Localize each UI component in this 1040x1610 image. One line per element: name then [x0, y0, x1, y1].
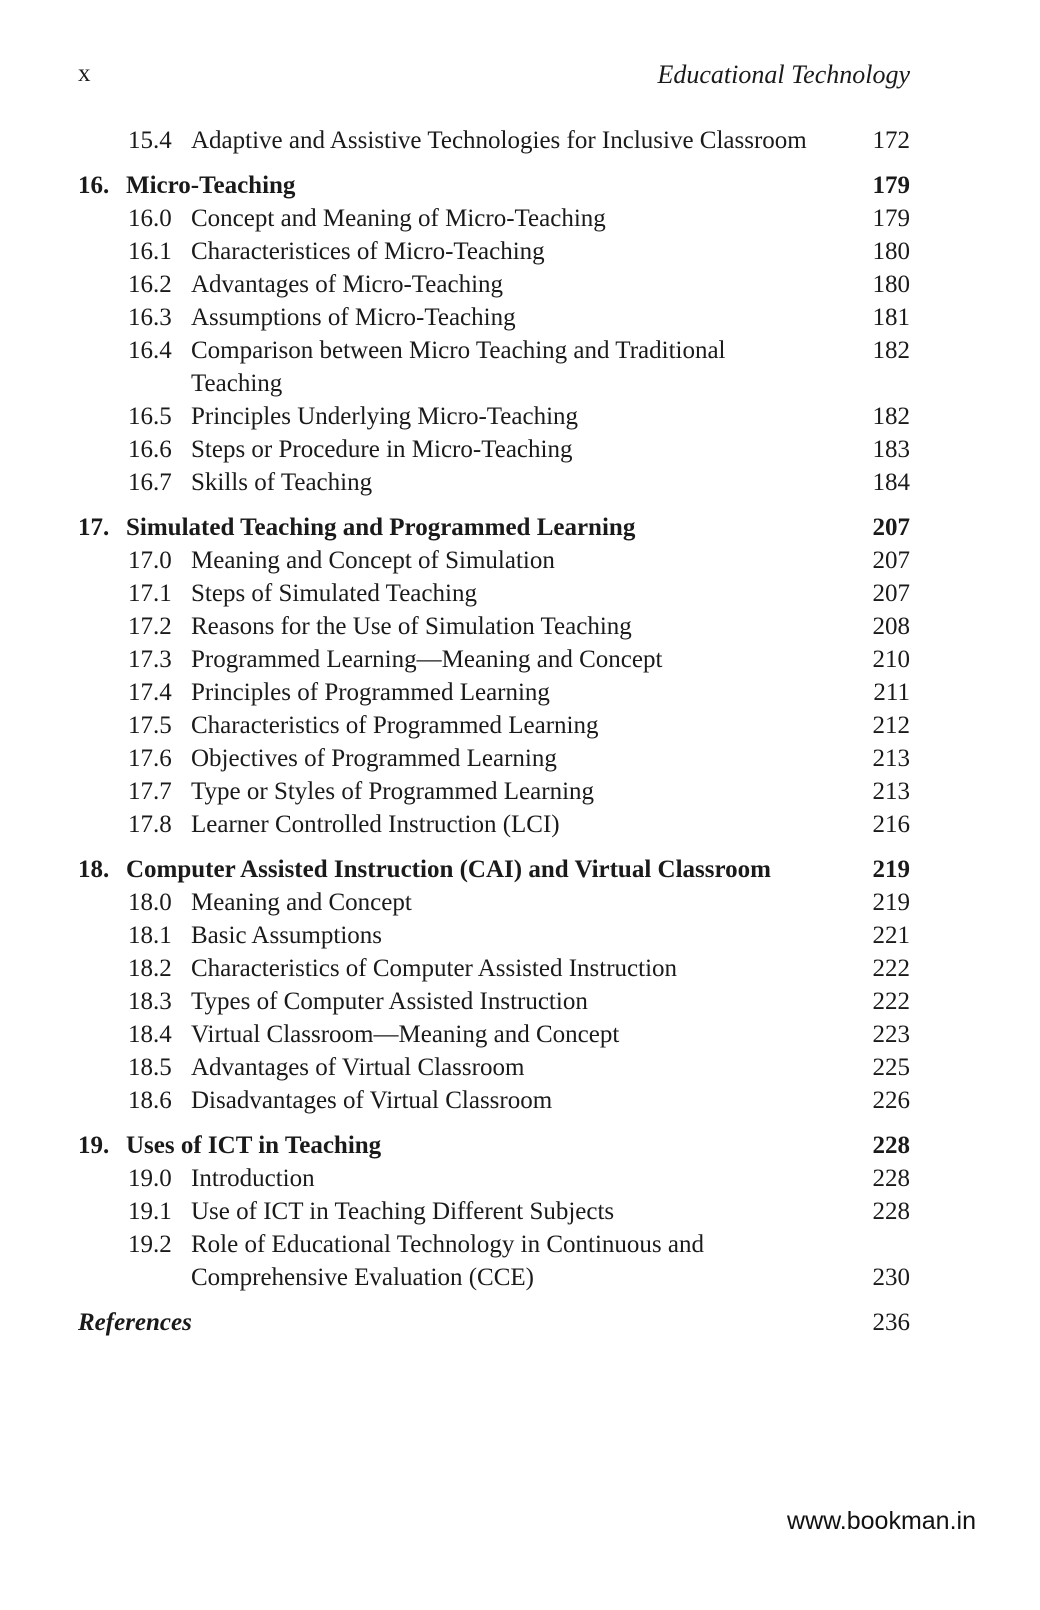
section-page-number: 226: [872, 1087, 910, 1114]
section-page-number: 182: [872, 337, 910, 364]
section-number: 16.0: [128, 205, 172, 232]
section-page-number: 181: [872, 304, 910, 331]
section-number: 16.3: [128, 304, 172, 331]
section-number: 17.3: [128, 646, 172, 673]
chapter-number: 17.: [78, 514, 110, 541]
section-number: 17.2: [128, 613, 172, 640]
section-page-number: 228: [872, 1165, 910, 1192]
section-number: 19.0: [128, 1165, 172, 1192]
section-page-number: 182: [872, 403, 910, 430]
chapter-page-number: 207: [872, 514, 910, 541]
section-title: Meaning and Concept of Simulation: [191, 547, 555, 574]
chapter-page-number: 228: [872, 1132, 910, 1159]
section-page-number: 207: [872, 580, 910, 607]
section-number: 17.4: [128, 679, 172, 706]
section-title: Role of Educational Technology in Continuous and Comprehensive Evaluation (CCE): [191, 1231, 704, 1291]
chapter-number: 16.: [78, 172, 110, 199]
references-title: References: [78, 1309, 192, 1336]
section-title: Use of ICT in Teaching Different Subjects: [191, 1198, 615, 1225]
section-title: Type or Styles of Programmed Learning: [191, 778, 595, 805]
page-folio: x: [78, 60, 91, 87]
section-number: 16.5: [128, 403, 172, 430]
section-title: Assumptions of Micro-Teaching: [191, 304, 516, 331]
section-number: 18.4: [128, 1021, 172, 1048]
chapter-number: 18.: [78, 856, 110, 883]
section-number: 16.7: [128, 469, 172, 496]
section-page-number: 222: [872, 988, 910, 1015]
toc-references: [78, 1306, 914, 1339]
section-title: Disadvantages of Virtual Classroom: [191, 1087, 553, 1114]
section-title: Meaning and Concept: [191, 889, 412, 916]
toc-chapter: [78, 853, 914, 886]
toc-section: [78, 124, 914, 157]
section-page-number: 230: [872, 1264, 910, 1291]
chapter-title: Computer Assisted Instruction (CAI) and Virtual Classroom: [126, 856, 771, 883]
publisher-url[interactable]: www.bookman.in: [787, 1507, 976, 1535]
section-number: 18.6: [128, 1087, 172, 1114]
section-page-number: 223: [872, 1021, 910, 1048]
toc-section: [78, 235, 914, 268]
toc-section: [78, 400, 914, 433]
section-page-number: 222: [872, 955, 910, 982]
section-number: 19.1: [128, 1198, 172, 1225]
references-page-number: 236: [872, 1309, 910, 1336]
toc-chapter: [78, 169, 914, 202]
chapter-page-number: 179: [872, 172, 910, 199]
section-number: 17.7: [128, 778, 172, 805]
section-page-number: 225: [872, 1054, 910, 1081]
section-number: 16.2: [128, 271, 172, 298]
chapter-number: 19.: [78, 1132, 110, 1159]
section-number: 16.4: [128, 337, 172, 364]
toc-section: [78, 610, 914, 643]
section-number: 17.6: [128, 745, 172, 772]
toc-chapter: [78, 1129, 914, 1162]
section-page-number: 180: [872, 238, 910, 265]
chapter-page-number: 219: [872, 856, 910, 883]
section-number: 19.2: [128, 1231, 172, 1258]
section-page-number: 212: [872, 712, 910, 739]
section-page-number: 213: [872, 745, 910, 772]
section-number: 16.1: [128, 238, 172, 265]
section-title: Characteristics of Programmed Learning: [191, 712, 599, 739]
section-page-number: 179: [872, 205, 910, 232]
section-title: Programmed Learning—Meaning and Concept: [191, 646, 663, 673]
toc-section: [78, 985, 914, 1018]
section-number: 17.1: [128, 580, 172, 607]
toc-chapter: [78, 511, 914, 544]
toc-section: [78, 919, 914, 952]
section-number: 17.5: [128, 712, 172, 739]
toc-section: [78, 1084, 914, 1117]
table-of-contents: [78, 124, 914, 1339]
toc-section: [78, 742, 914, 775]
toc-section: [78, 1195, 914, 1228]
section-page-number: 219: [872, 889, 910, 916]
chapter-title: Simulated Teaching and Programmed Learning: [126, 514, 636, 541]
section-page-number: 213: [872, 778, 910, 805]
toc-section: [78, 808, 914, 841]
section-page-number: 180: [872, 271, 910, 298]
section-number: 17.8: [128, 811, 172, 838]
section-title: Advantages of Virtual Classroom: [191, 1054, 525, 1081]
toc-section: [78, 1018, 914, 1051]
toc-section: [78, 301, 914, 334]
toc-section: [78, 1228, 914, 1294]
section-title: Advantages of Micro-Teaching: [191, 271, 504, 298]
toc-section: [78, 544, 914, 577]
section-number: 18.0: [128, 889, 172, 916]
section-page-number: 208: [872, 613, 910, 640]
section-page-number: 216: [872, 811, 910, 838]
section-title: Types of Computer Assisted Instruction: [191, 988, 588, 1015]
page-header: [78, 60, 910, 96]
section-title: Steps of Simulated Teaching: [191, 580, 477, 607]
toc-section: [78, 202, 914, 235]
section-title: Skills of Teaching: [191, 469, 373, 496]
section-title: Principles Underlying Micro-Teaching: [191, 403, 579, 430]
section-title: Adaptive and Assistive Technologies for Inclusive Classroom: [191, 127, 807, 154]
running-title: Educational Technology: [657, 60, 910, 89]
section-page-number: 183: [872, 436, 910, 463]
section-page-number: 184: [872, 469, 910, 496]
section-title: Steps or Procedure in Micro-Teaching: [191, 436, 573, 463]
section-title: Concept and Meaning of Micro-Teaching: [191, 205, 606, 232]
section-page-number: 210: [872, 646, 910, 673]
section-page-number: 228: [872, 1198, 910, 1225]
section-title: Principles of Programmed Learning: [191, 679, 550, 706]
toc-section: [78, 952, 914, 985]
section-number: 15.4: [128, 127, 172, 154]
toc-section: [78, 433, 914, 466]
toc-section: [78, 577, 914, 610]
section-page-number: 221: [872, 922, 910, 949]
section-number: 16.6: [128, 436, 172, 463]
toc-section: [78, 268, 914, 301]
toc-section: [78, 334, 914, 400]
toc-section: [78, 709, 914, 742]
toc-section: [78, 643, 914, 676]
section-title: Introduction: [191, 1165, 315, 1192]
toc-section: [78, 1051, 914, 1084]
section-number: 18.2: [128, 955, 172, 982]
section-title: Comparison between Micro Teaching and Traditional Teaching: [191, 337, 726, 397]
section-title: Reasons for the Use of Simulation Teaching: [191, 613, 632, 640]
toc-section: [78, 775, 914, 808]
chapter-title: Uses of ICT in Teaching: [126, 1132, 382, 1159]
section-page-number: 211: [873, 679, 910, 706]
toc-section: [78, 886, 914, 919]
section-number: 18.1: [128, 922, 172, 949]
section-title: Basic Assumptions: [191, 922, 382, 949]
section-number: 18.5: [128, 1054, 172, 1081]
section-title: Characteristics of Computer Assisted Instruction: [191, 955, 678, 982]
section-number: 18.3: [128, 988, 172, 1015]
section-title: Characteristices of Micro-Teaching: [191, 238, 545, 265]
toc-section: [78, 466, 914, 499]
section-title: Virtual Classroom—Meaning and Concept: [191, 1021, 620, 1048]
section-page-number: 172: [872, 127, 910, 154]
section-page-number: 207: [872, 547, 910, 574]
toc-section: [78, 676, 914, 709]
toc-section: [78, 1162, 914, 1195]
section-number: 17.0: [128, 547, 172, 574]
chapter-title: Micro-Teaching: [126, 172, 296, 199]
section-title: Objectives of Programmed Learning: [191, 745, 557, 772]
section-title: Learner Controlled Instruction (LCI): [191, 811, 560, 838]
